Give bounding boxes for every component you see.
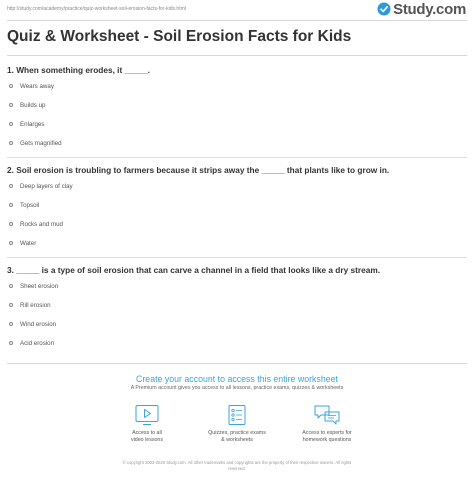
- divider: [7, 257, 467, 258]
- copyright-notice: [0, 460, 474, 472]
- feature-experts: [282, 404, 372, 443]
- question-text: 2. Soil erosion is troubling to farmers because it strips away the _____ that plants like to grow in.: [7, 165, 390, 175]
- divider: [7, 157, 467, 158]
- page-url: http://study.com/academy/practice/quiz-worksheet-soil-erosion-facts-for-kids.html: [7, 6, 186, 12]
- answer-option[interactable]: [9, 181, 73, 191]
- answer-option[interactable]: [9, 138, 62, 148]
- feature-line: video lessons: [130, 436, 164, 443]
- option-label: Sheet erosion: [20, 282, 59, 290]
- premium-description: A Premium account gives you access to all lessons, practice exams, quizzes & worksheets: [130, 385, 344, 391]
- feature-video-lessons: [102, 404, 192, 443]
- option-label: Rocks and mud: [20, 220, 63, 228]
- radio-button[interactable]: [9, 141, 13, 145]
- feature-line: Access to experts for: [302, 430, 352, 436]
- radio-button[interactable]: [9, 122, 13, 126]
- radio-button[interactable]: [9, 103, 13, 107]
- divider: [7, 20, 467, 21]
- option-label: Enlarges: [20, 120, 45, 128]
- radio-button[interactable]: [9, 341, 13, 345]
- radio-button[interactable]: [9, 84, 13, 88]
- quiz-worksheet-icon: [224, 404, 250, 426]
- option-label: Rill erosion: [20, 301, 51, 309]
- question-3: [7, 265, 467, 347]
- copyright-line: reserved.: [228, 466, 246, 471]
- divider: [7, 55, 467, 56]
- feature-quizzes: [192, 404, 282, 443]
- answer-option[interactable]: [9, 200, 39, 210]
- question-text: 3. _____ is a type of soil erosion that can carve a channel in a field that looks like a dry stream.: [7, 265, 381, 275]
- answer-option[interactable]: [9, 338, 54, 348]
- radio-button[interactable]: [9, 203, 13, 207]
- page-title: Quiz & Worksheet - Soil Erosion Facts for Kids: [7, 28, 352, 45]
- expert-chat-icon: [313, 404, 341, 426]
- question-text: 1. When something erodes, it _____.: [7, 65, 150, 75]
- option-label: Acid erosion: [20, 339, 55, 347]
- radio-button[interactable]: [9, 184, 13, 188]
- feature-label: [192, 430, 282, 443]
- answer-option[interactable]: [9, 81, 54, 91]
- option-label: Deep layers of clay: [20, 182, 73, 190]
- answer-option[interactable]: [9, 238, 36, 248]
- question-1: [7, 65, 467, 147]
- header-bar: [0, 0, 474, 22]
- answer-option[interactable]: [9, 219, 63, 229]
- feature-label: [102, 430, 192, 443]
- answer-option[interactable]: [9, 119, 44, 129]
- feature-line: Quizzes, practice exams: [208, 430, 266, 436]
- answer-option[interactable]: [9, 100, 45, 110]
- divider: [7, 363, 467, 364]
- option-label: Wind erosion: [20, 320, 57, 328]
- option-label: Water: [20, 239, 37, 247]
- radio-button[interactable]: [9, 241, 13, 245]
- video-lesson-icon: [134, 404, 160, 426]
- answer-option[interactable]: [9, 319, 56, 329]
- radio-button[interactable]: [9, 303, 13, 307]
- answer-option[interactable]: [9, 281, 58, 291]
- feature-label: [282, 430, 372, 443]
- question-2: [7, 165, 467, 247]
- feature-line: homework questions: [302, 436, 352, 443]
- feature-line: Access to all: [132, 430, 162, 436]
- radio-button[interactable]: [9, 322, 13, 326]
- study-logo[interactable]: [377, 1, 466, 17]
- option-label: Topsoil: [20, 201, 40, 209]
- radio-button[interactable]: [9, 284, 13, 288]
- option-label: Wears away: [20, 82, 54, 90]
- create-account-link[interactable]: Create your account to access this entire worksheet: [136, 374, 338, 384]
- answer-option[interactable]: [9, 300, 51, 310]
- option-label: Gets magnified: [20, 139, 62, 147]
- option-label: Builds up: [20, 101, 46, 109]
- logo-text: Study.com: [393, 0, 466, 18]
- radio-button[interactable]: [9, 222, 13, 226]
- copyright-line: © copyright 2003-2020 Study.com. All other trademarks and copyrights are the property of their respective owners. All rights: [122, 460, 352, 465]
- feature-line: & worksheets: [221, 436, 253, 443]
- study-logo-icon: [377, 2, 391, 16]
